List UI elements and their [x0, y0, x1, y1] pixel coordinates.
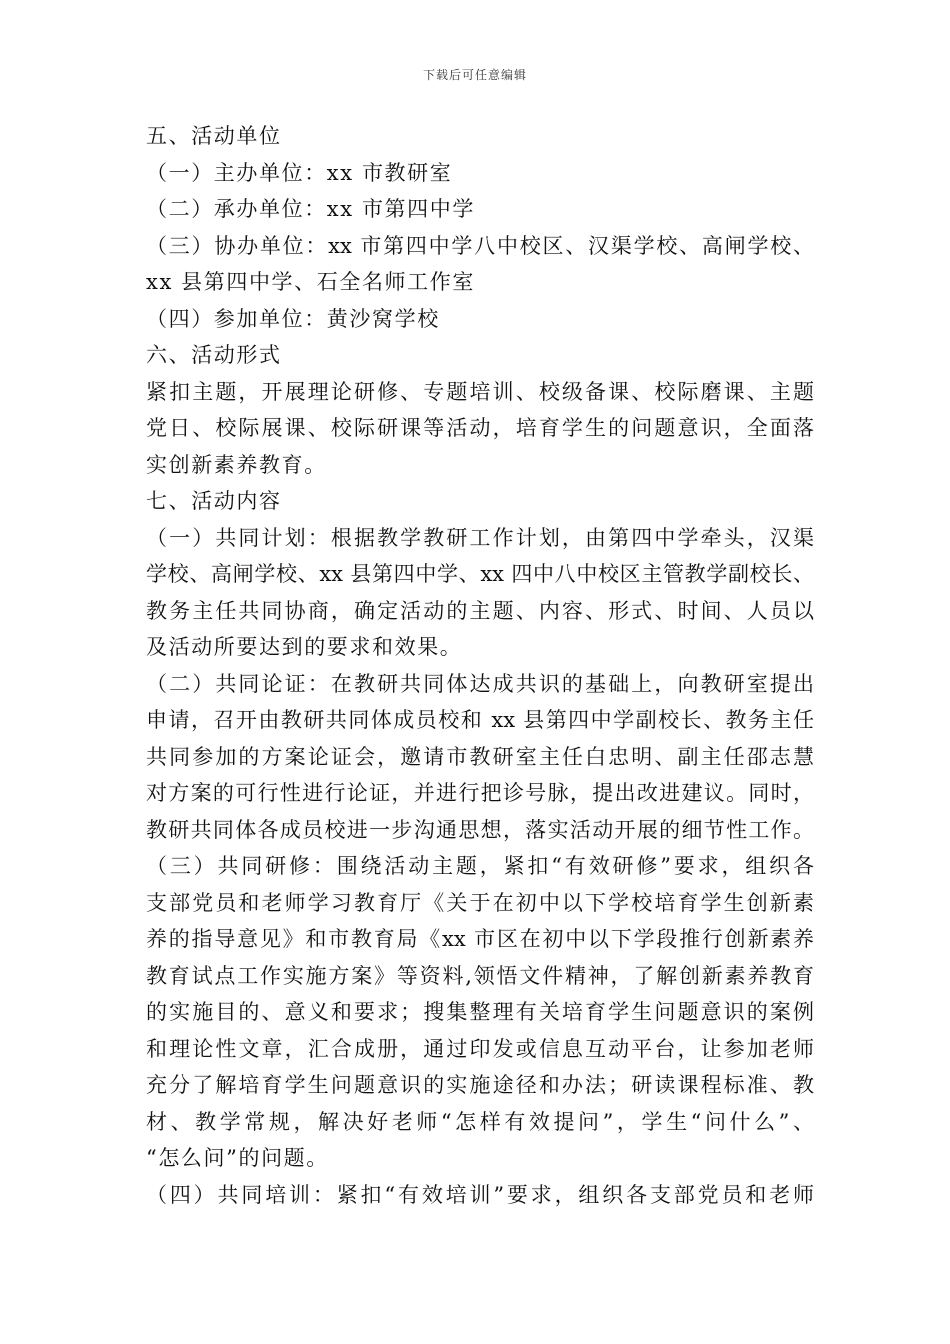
paragraph-line: 教研共同体各成员校进一步沟通思想，落实活动开展的细节性工作。 [146, 817, 814, 842]
list-item: （四）参加单位：黄沙窝学校 [146, 306, 440, 331]
paragraph-line: 支部党员和老师学习教育厅《关于在初中以下学校培育学生创新素 [146, 890, 814, 915]
paragraph-line: （一）共同计划：根据教学教研工作计划，由第四中学牵头，汉渠 [146, 525, 814, 550]
paragraph-line: “怎么问”的问题。 [146, 1146, 329, 1170]
document-body [146, 118, 814, 1213]
paragraph-line: （二）共同论证：在教研共同体达成共识的基础上，向教研室提出 [146, 671, 814, 696]
paragraph-line: 充分了解培育学生问题意识的实施途径和办法；研读课程标准、教 [146, 1073, 814, 1097]
paragraph-line: 党日、校际展课、校际研课等活动，培育学生的问题意识，全面落 [146, 416, 814, 440]
paragraph-line: （三）共同研修：围绕活动主题，紧扣“有效研修”要求，组织各 [146, 854, 814, 878]
paragraph-line: 的实施目的、意义和要求；搜集整理有关培育学生问题意识的案例 [146, 1000, 814, 1024]
section-heading-units: 五、活动单位 [146, 124, 282, 148]
list-item-continuation: xx 县第四中学、石全名师工作室 [146, 270, 475, 294]
list-item: （二）承办单位：xx 市第四中学 [146, 197, 475, 221]
paragraph-line: 教育试点工作实施方案》等资料,领悟文件精神，了解创新素养教育 [146, 963, 814, 988]
paragraph-line: 对方案的可行性进行论证，并进行把诊号脉，提出改进建议。同时， [146, 781, 814, 805]
paragraph-line: 学校、高闸学校、xx 县第四中学、xx 四中八中校区主管教学副校长、 [146, 562, 814, 586]
paragraph-line: 紧扣主题，开展理论研修、专题培训、校级备课、校际磨课、主题 [146, 379, 814, 404]
paragraph-line: （四）共同培训：紧扣“有效培训”要求，组织各支部党员和老师 [146, 1182, 814, 1207]
paragraph-line: 养的指导意见》和市教育局《xx 市区在初中以下学段推行创新素养 [146, 927, 814, 951]
paragraph-line: 材、教学常规，解决好老师“怎样有效提问”，学生“问什么”、 [146, 1109, 814, 1134]
paragraph-line: 和理论性文章，汇合成册，通过印发或信息互动平台，让参加老师 [146, 1036, 814, 1061]
list-item: （一）主办单位：xx 市教研室 [146, 160, 453, 185]
paragraph-line: 教务主任共同协商，确定活动的主题、内容、形式、时间、人员以 [146, 598, 814, 623]
paragraph-line: 共同参加的方案论证会，邀请市教研室主任白忠明、副主任邵志慧 [146, 744, 814, 769]
section-heading-content: 七、活动内容 [146, 489, 282, 513]
page-header: 下载后可任意编辑 [422, 68, 527, 82]
paragraph-line: 实创新素养教育。 [146, 452, 327, 477]
section-heading-format: 六、活动形式 [146, 343, 282, 367]
paragraph-line: 申请，召开由教研共同体成员校和 xx 县第四中学副校长、教务主任 [146, 708, 814, 732]
paragraph-line: 及活动所要达到的要求和效果。 [146, 635, 463, 659]
list-item: （三）协办单位：xx 市第四中学八中校区、汉渠学校、高闸学校、 [146, 233, 814, 258]
